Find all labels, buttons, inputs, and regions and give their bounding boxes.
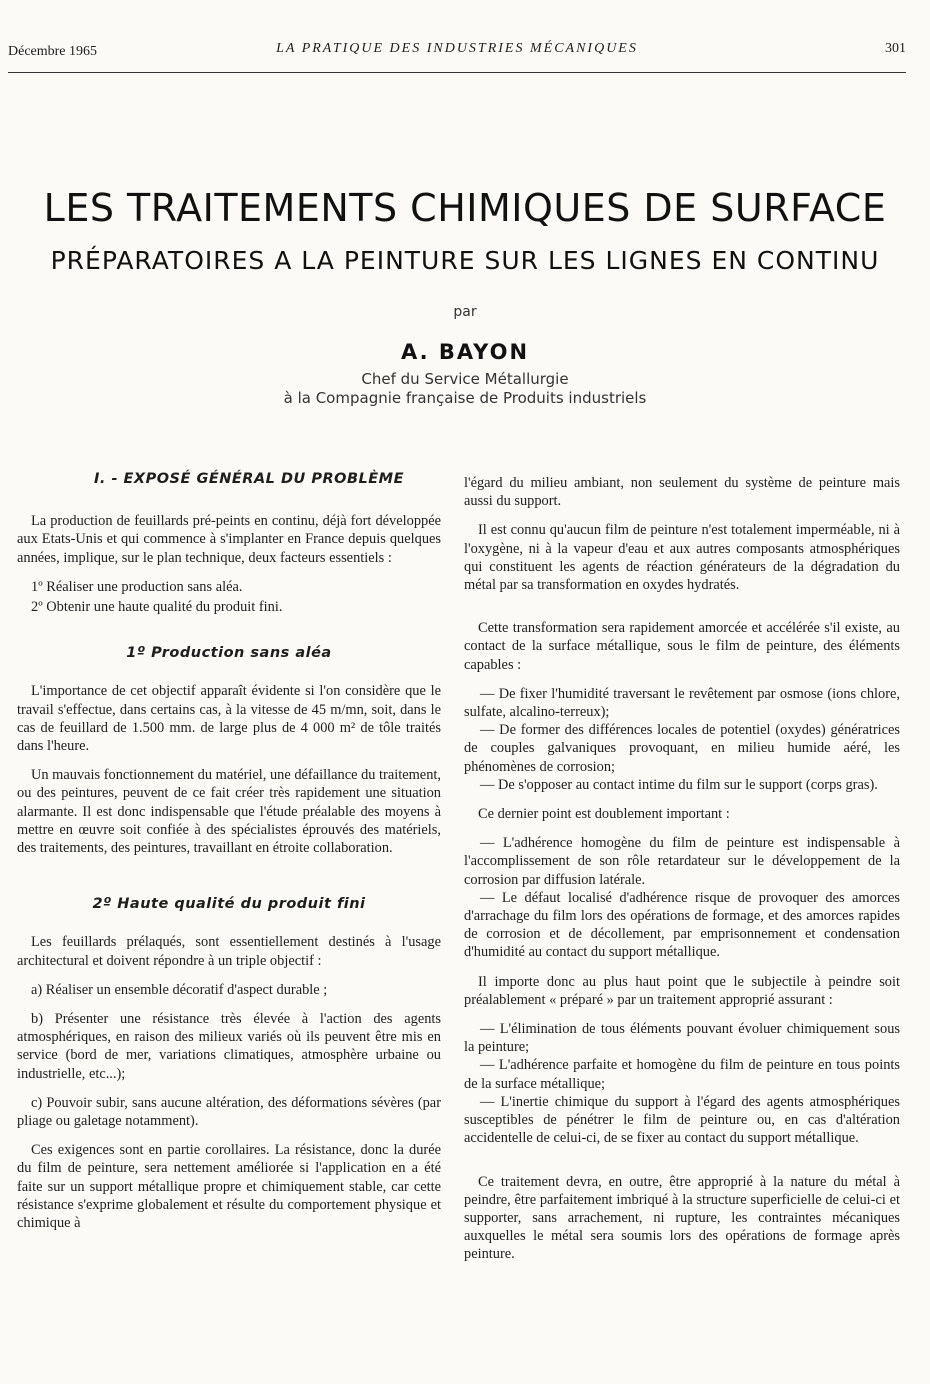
list-item: b) Présenter une résistance très élevée à l'action des agents atmosphériques, en raison des milieux variés où ils peuvent être mis en service (bord de mer, variations climatiques, atmosphère urbaine ou industrielle, etc...); [17, 1011, 441, 1082]
journal-title: LA PRATIQUE DES INDUSTRIES MÉCANIQUES [276, 41, 638, 56]
paragraph: Ce traitement devra, en outre, être approprié à la nature du métal à peindre, être parfaitement imbriqué à la structure superficielle de celui-ci et supporter, sans arrachement, ni rupture, les contraintes mécaniques auxquelles le métal sera soumis lors des opérations de formage après peinture. [464, 1173, 900, 1263]
subsection-heading: 2º Haute qualité du produit fini [92, 896, 366, 913]
paragraph: Il est connu qu'aucun film de peinture n'est totalement imperméable, ni à l'oxygène, ni à la vapeur d'eau et aux autres composants atmosphériques qui constituent les agents de réaction générateurs de la dégradation du métal par sa transformation en oxydes hydratés. [464, 522, 900, 594]
paragraph: L'importance de cet objectif apparaît évidente si l'on considère que le travail s'effectue, dans certains cas, à la vitesse de 45 m/mn, soit, dans le cas de feuillard de 1.500 mm. de large plus de 4 000 m² de tôle traités dans l'heure. [17, 683, 441, 755]
author-name: A. BAYON [400, 340, 530, 364]
section-heading: I. - EXPOSÉ GÉNÉRAL DU PROBLÈME [94, 471, 404, 487]
right-column [464, 474, 900, 1275]
list-item: — L'adhérence parfaite et homogène du film de peinture en tous points de la surface métallique; [464, 1057, 900, 1092]
list-item: — De fixer l'humidité traversant le revêtement par osmose (ions chlore, sulfate, alcalino-terreux); [464, 685, 900, 721]
paragraph: Les feuillards prélaqués, sont essentiellement destinés à l'usage architectural et doivent répondre à un triple objectif : [17, 934, 441, 969]
list-item: — De former des différences locales de potentiel (oxydes) génératrices de couples galvaniques provoquant, en milieu humide aéré, les phénomènes de corrosion; [464, 722, 900, 775]
list-item: a) Réaliser un ensemble décoratif d'aspect durable ; [31, 981, 328, 998]
author-affiliation [0, 370, 930, 408]
list-item: 2º Obtenir une haute qualité du produit fini. [31, 599, 283, 616]
list-item: — De s'opposer au contact intime du film sur le support (corps gras). [480, 776, 878, 793]
list-item: — L'élimination de tous éléments pouvant évoluer chimiquement sous la peinture; [464, 1021, 900, 1056]
subsection-heading: 1º Production sans aléa [126, 645, 332, 662]
list-item: c) Pouvoir subir, sans aucune altération, des déformations sévères (par pliage ou galetage notamment). [17, 1094, 441, 1130]
paragraph: l'égard du milieu ambiant, non seulement du système de peinture mais aussi du support. [464, 475, 900, 510]
affiliation-line-1: Chef du Service Métallurgie [361, 370, 569, 388]
byline-par: par [453, 304, 477, 320]
affiliation-line-2: à la Compagnie française de Produits industriels [283, 389, 647, 407]
list-item: — L'adhérence homogène du film de peinture est indispensable à l'accomplissement de son rôle retardateur sur le développement de la corrosion par diffusion latérale. [464, 835, 900, 888]
article-title: LES TRAITEMENTS CHIMIQUES DE SURFACE [43, 186, 887, 230]
paragraph: Il importe donc au plus haut point que le subjectile à peindre soit préalablement « préparé » par un traitement approprié assurant : [464, 973, 900, 1008]
header-rule [8, 72, 906, 73]
paragraph: La production de feuillards pré-peints en continu, déjà fort développée aux Etats-Unis et qui commence à s'implanter en France depuis quelques années, implique, sur le plan technique, deux facteurs essentiels : [17, 513, 441, 566]
spacer [464, 605, 900, 619]
paragraph: Ce dernier point est doublement important : [478, 806, 730, 823]
page-number: 301 [885, 41, 906, 56]
list-item: — L'inertie chimique du support à l'égard des agents atmosphériques susceptibles de pénétrer le film de peinture ou, en cas d'altération accidentelle de celui-ci, de se fixer au contact du support métallique. [464, 1093, 900, 1147]
running-head [8, 38, 906, 68]
paragraph: Ces exigences sont en partie corollaires. La résistance, donc la durée du film de peinture, sera nettement améliorée si l'application en a été faite sur un support métallique propre et chimiquement stable, car cette résistance s'exprime globalement et résulte du comportement physique et chimique à [17, 1142, 441, 1232]
list-item: 1º Réaliser une production sans aléa. [31, 578, 243, 595]
spacer [464, 1159, 900, 1173]
left-column [17, 470, 441, 1243]
article-subtitle: PRÉPARATOIRES A LA PEINTURE SUR LES LIGNES EN CONTINU [50, 246, 880, 275]
paragraph: Un mauvais fonctionnement du matériel, une défaillance du traitement, ou des peintures, peuvent de ce fait créer très rapidement une situation alarmante. Il est donc indispensable que l'étude préalable des moyens à mettre en œuvre soit confiée à des spécialistes éprouvés des matériels, des traitements, des peintures, travaillant en étroite collaboration. [17, 767, 441, 857]
list-item: — Le défaut localisé d'adhérence risque de provoquer des amorces d'arrachage du film lors des opérations de formage, et des amorces rapides de corrosion et de décollement, par emprisonnement et condensation d'humidité au contact du support métallique. [464, 889, 900, 961]
issue-date: Décembre 1965 [8, 44, 98, 59]
paragraph: Cette transformation sera rapidement amorcée et accélérée s'il existe, au contact de la surface métallique, sous le film de peinture, des éléments capables : [464, 620, 900, 673]
